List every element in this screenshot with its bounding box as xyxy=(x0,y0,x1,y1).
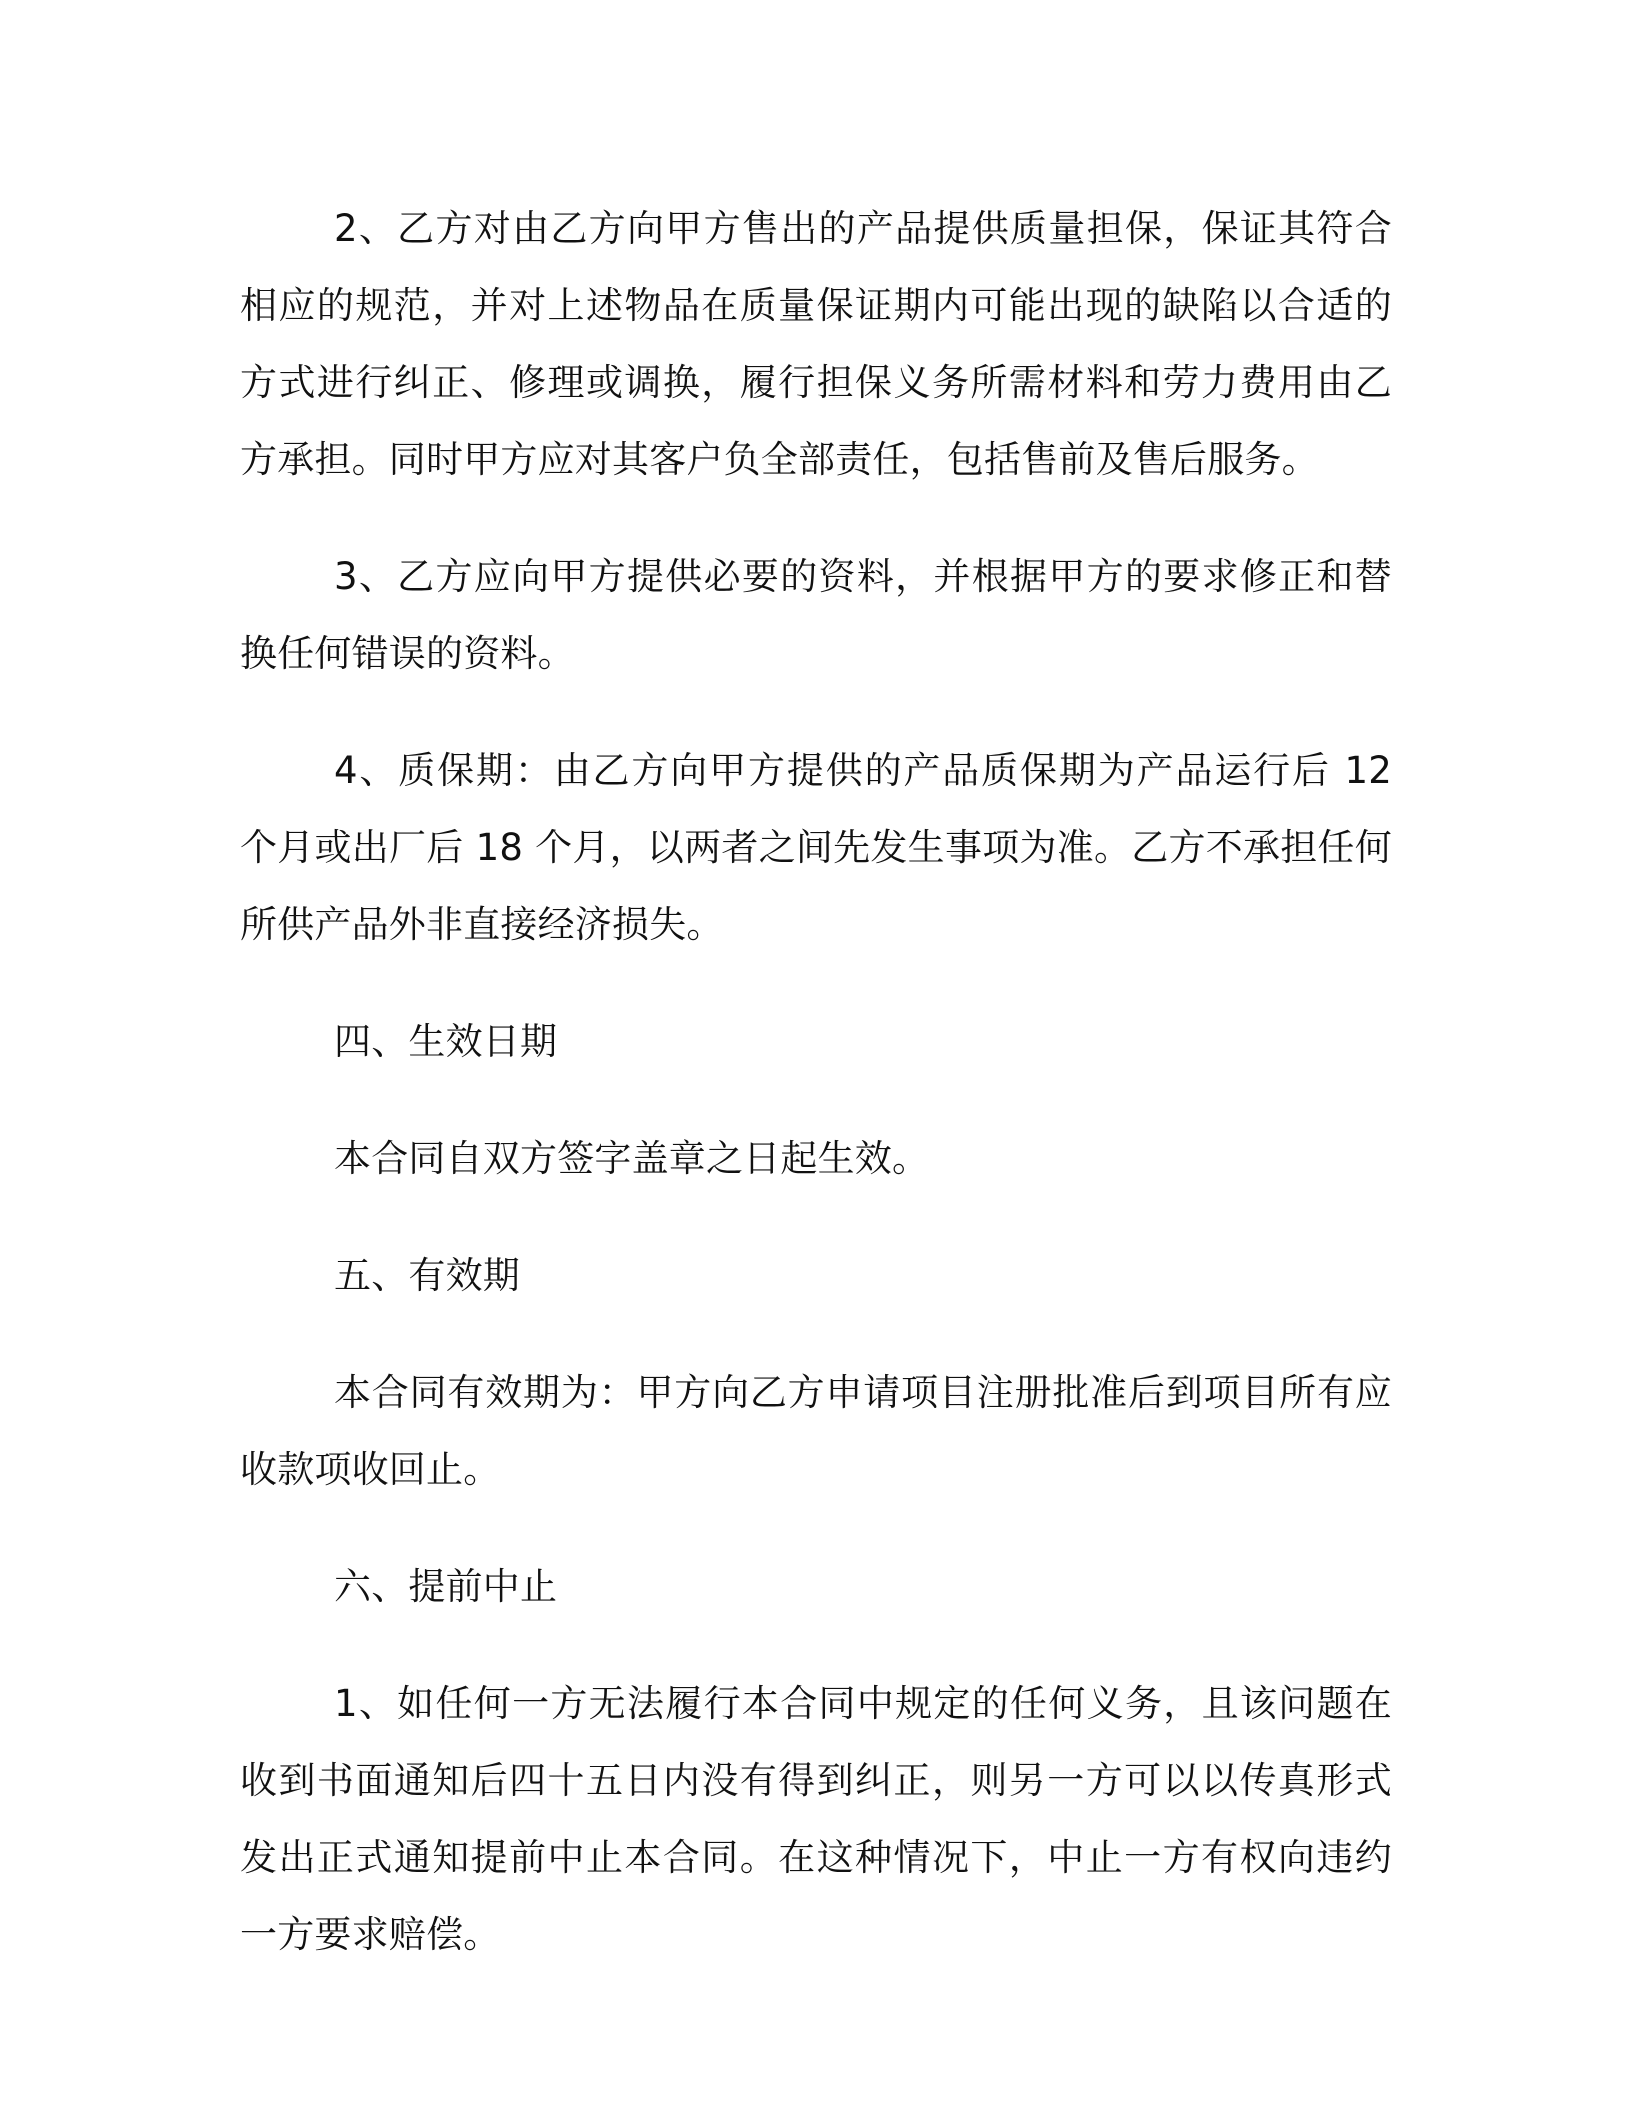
clause-3-documentation: 3、乙方应向甲方提供必要的资料，并根据甲方的要求修正和替换任何错误的资料。 xyxy=(240,555,1392,675)
early-termination-clause-1: 1、如任何一方无法履行本合同中规定的任何义务，且该问题在收到书面通知后四十五日内没有得到纠正，则另一方可以以传真形式发出正式通知提前中止本合同。在这种情况下，中止一方有权向违约一方要求赔偿。 xyxy=(240,1682,1392,1956)
document-body xyxy=(240,190,1392,2013)
clause-4-warranty-period: 4、质保期：由乙方向甲方提供的产品质保期为产品运行后 12 个月或出厂后 18 个月，以两者之间先发生事项为准。乙方不承担任何所供产品外非直接经济损失。 xyxy=(240,749,1392,946)
section-heading-early-termination: 六、提前中止 xyxy=(334,1565,558,1608)
effective-date-text: 本合同自双方签字盖章之日起生效。 xyxy=(334,1137,930,1180)
section-heading-effective-date: 四、生效日期 xyxy=(334,1020,558,1063)
section-heading-validity: 五、有效期 xyxy=(334,1254,520,1297)
validity-text: 本合同有效期为：甲方向乙方申请项目注册批准后到项目所有应收款项收回止。 xyxy=(240,1371,1392,1491)
clause-2-quality-guarantee: 2、乙方对由乙方向甲方售出的产品提供质量担保，保证其符合相应的规范，并对上述物品在质量保证期内可能出现的缺陷以合适的方式进行纠正、修理或调换，履行担保义务所需材料和劳力费用由乙方承担。同时甲方应对其客户负全部责任，包括售前及售后服务。 xyxy=(240,207,1392,481)
